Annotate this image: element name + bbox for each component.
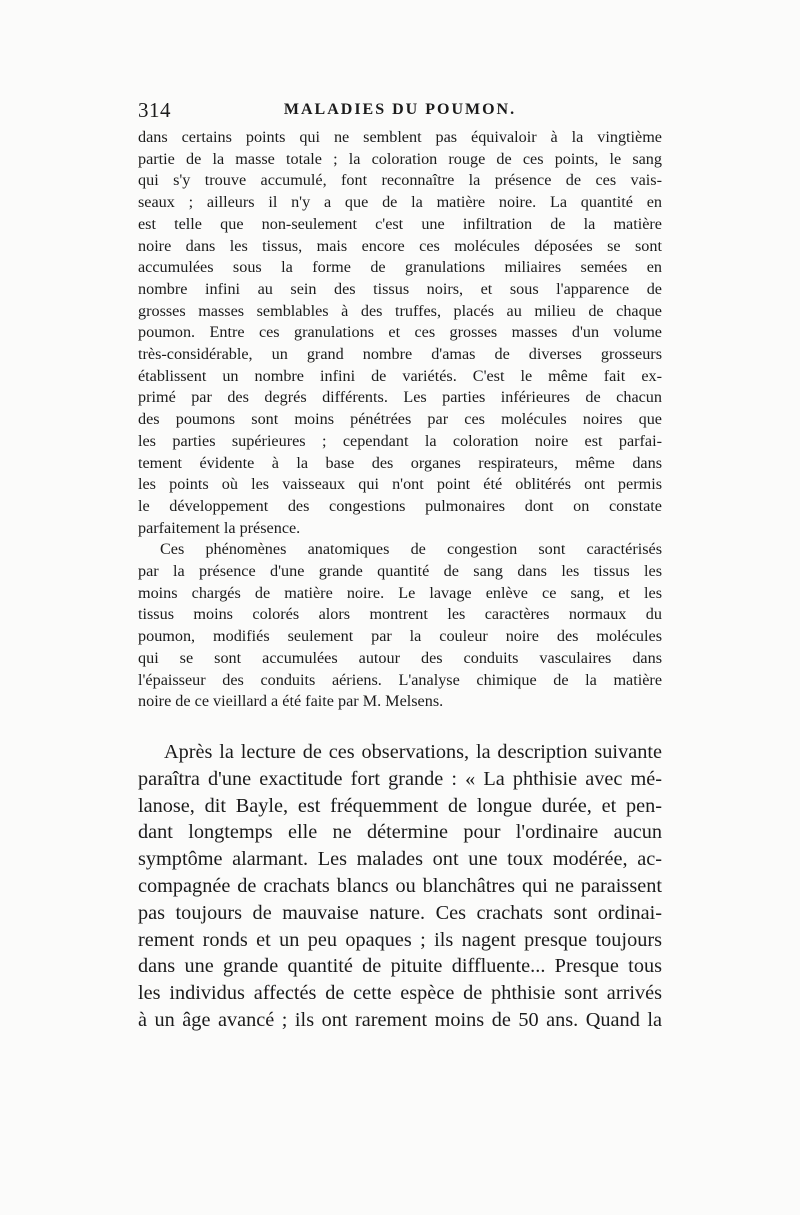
text-line: lanose, dit Bayle, est fréquemment de longue durée, et pen- [138, 794, 662, 817]
text-line: poumon, modifiés seulement par la couleur noire des molécules [138, 627, 662, 646]
text-line: noire de ce vieillard a été faite par M. Melsens. [138, 692, 444, 711]
text-line: compagnée de crachats blancs ou blanchâtres qui ne paraissent [138, 874, 662, 897]
text-line: les parties supérieures ; cependant la coloration noire est parfai- [138, 431, 662, 450]
text-line: Après la lecture de ces observations, la description suivante [164, 741, 662, 763]
text-line: Ces phénomènes anatomiques de congestion sont caractérisés [160, 540, 662, 559]
text-line: pas toujours de mauvaise nature. Ces crachats sont ordinai- [138, 901, 662, 924]
paragraph-3 [138, 739, 662, 1034]
text-line: nombre infini au sein des tissus noirs, et sous l'apparence de [138, 279, 662, 298]
text-line: primé par des degrés différents. Les parties inférieures de chacun [138, 388, 662, 407]
text-line: qui se sont accumulées autour des conduits vasculaires dans [138, 648, 662, 667]
text-line: noire dans les tissus, mais encore ces molécules déposées se sont [138, 236, 662, 255]
text-line: à un âge avancé ; ils ont rarement moins de 50 ans. Quand la [138, 1008, 662, 1031]
text-line: établissent un nombre infini de variétés. C'est le même fait ex- [138, 366, 662, 385]
text-line: le développement des congestions pulmonaires dont on constate [138, 496, 662, 515]
large-print-text [138, 739, 662, 1034]
text-line: partie de la masse totale ; la coloration rouge de ces points, le sang [138, 149, 662, 168]
text-line: paraîtra d'une exactitude fort grande : « La phthisie avec mé- [138, 767, 662, 790]
text-line: dans certains points qui ne semblent pas équivaloir à la vingtième [138, 128, 662, 146]
text-line: accumulées sous la forme de granulations miliaires semées en [138, 258, 662, 277]
text-line: est telle que non-seulement c'est une infiltration de la matière [138, 214, 662, 233]
text-line: les points où les vaisseaux qui n'ont point été oblitérés ont permis [138, 475, 662, 494]
text-line: qui s'y trouve accumulé, font reconnaître la présence de ces vais- [138, 171, 662, 190]
text-line: poumon. Entre ces granulations et ces grosses masses d'un volume [138, 323, 662, 342]
text-line: grosses masses semblables à des truffes, placés au milieu de chaque [138, 301, 662, 320]
text-line: très-considérable, un grand nombre d'amas de diverses grosseurs [138, 345, 662, 364]
text-line: symptôme alarmant. Les malades ont une toux modérée, ac- [138, 848, 662, 871]
paragraph-2 [138, 539, 662, 713]
text-line: moins chargés de matière noire. Le lavage enlève ce sang, et les [138, 583, 662, 602]
text-line: tissus moins colorés alors montrent les caractères normaux du [138, 605, 662, 624]
text-line: l'épaisseur des conduits aériens. L'analyse chimique de la matière [138, 670, 662, 689]
page-number: 314 [138, 98, 171, 122]
text-line: parfaitement la présence. [138, 518, 301, 537]
text-line: les individus affectés de cette espèce de phthisie sont arrivés [138, 982, 662, 1005]
running-head [138, 98, 662, 124]
text-line: seaux ; ailleurs il n'y a que de la matière noire. La quantité en [138, 193, 662, 212]
running-title: MALADIES DU POUMON. [283, 101, 517, 118]
text-line: des poumons sont moins pénétrées par ces molécules noires que [138, 410, 662, 429]
text-line: dant longtemps elle ne détermine pour l'ordinaire aucun [138, 821, 662, 844]
paragraph-1 [138, 127, 662, 539]
text-line: tement évidente à la base des organes respirateurs, même dans [138, 453, 662, 472]
text-line: dans une grande quantité de pituite diffluente... Presque tous [138, 955, 662, 978]
text-line: rement ronds et un peu opaques ; ils nagent presque toujours [138, 928, 662, 951]
small-print-text [138, 127, 662, 713]
text-line: par la présence d'une grande quantité de sang dans les tissus les [138, 562, 662, 581]
